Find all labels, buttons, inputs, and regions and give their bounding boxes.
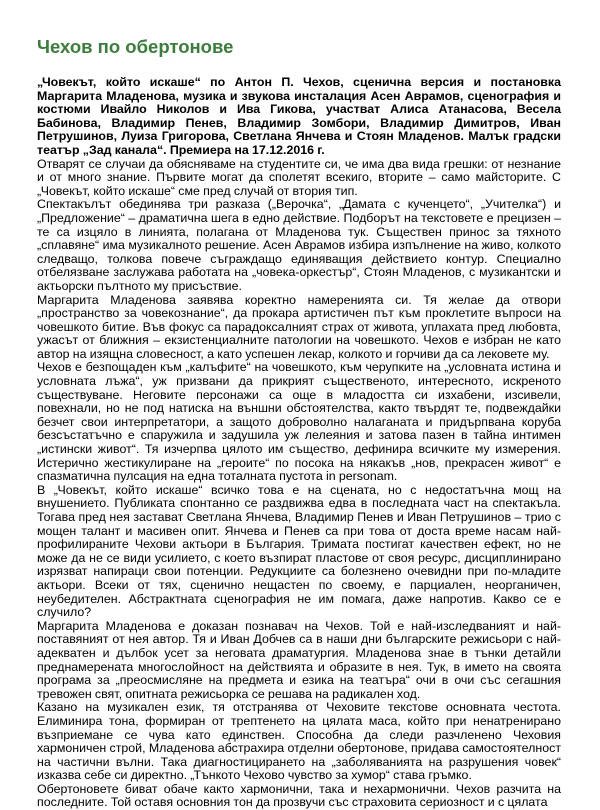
body-paragraph: В „Човекът, който искаше“ всичко това е на сцената, но с недостатъчна мощ на внушението. Публиката спонтанно се раздвижва едва в последната част на спектакъла. Тогава пред нея застават Светлана Янчева, Владимир Пенев и Иван Петрушинов – трио с мощен талант и масивен опит. Янчева и Пенев са при това от доста време насам най-профилираните Чехови актьори в България. Тримата постигат качествен ефект, но не може да не се види усилието, с което възпират пластове от своя ресурс, дисциплинирано изрязват напираци свои потенции. Редукциите са болезнено очевидни при по-младите актьори. Всеки от тях, сценично нещастен по своему, е парциален, неорганичен, неубедителен. Абстрактната сценография не им помага, даже напротив. Какво се е случило? xyxy=(37,482,561,620)
article-title: Чехов по обертонове xyxy=(37,36,234,57)
body-paragraph: Чехов е безпощаден към „калъфите“ на човешкото, към черупките на „условната истина и условната лъжа“, уж призвани да прикрият същественото, интересното, искреното съществуване. Неговите персонажи са още в младостта си изхабени, изсивели, повехнали, но не под натиска на външни обстоятелства, както твърдят те, подвеждайки безчет свои интерпретатори, а защото доброволно налаганата и придърпвана коруба безсъстатъчно е спаружила и задушила уж лелеяния и затова пазен в тайна интимен „истински живот“. Тя изчерпва цялото им същество, дефинира всичките му измерения. Истерично жестикулиране на „героите“ по посока на някакъв „нов, прекрасен живот“ е спазматична пулсация на една тоталната пустота in personam. xyxy=(37,360,561,484)
body-paragraph: Маргарита Младенова е доказан познавач на Чехов. Той е най-изследваният и най-поставяният от нея автор. Тя и Иван Добчев са в наши дни българските режисьори с най-адекватен и дълбок усет за неговата драматургия. Младенова знае в тънки детайли преднамерената многослойност на действията и образите в нея. Тук, в името на своята програма за „преосмисляне на предмета и езика на театъра“ очи в очи със сегашния тревожен свят, опитната режисьорка се решава на радикален ход. xyxy=(37,618,561,701)
body-paragraph: Маргарита Младенова заявява коректно намеренията си. Тя желае да отвори „пространство за човекознание“, да прокара артистичен път към проклетите въпроси на човешкото битие. Във фокус са парадоксалният страх от живота, уплахата пред любовта, ужасът от ближния – екзистенциалните патологии на човешкото. Чехов е избран не като автор на изящна словесност, а като успешен лекар, колкото и горчиви да са лековете му. xyxy=(37,292,561,361)
body-paragraph: Спектакълът обединява три разказа („Верочка“, „Дамата с кученцето“, „Учителка“) и „Предложение“ – драматична шега в едно действие. Подборът на текстовете е прецизен – те са изцяло в линията, полагана от Младенова тук. Съществен принос за тяхното „сплавяне“ има музикалното решение. Асен Аврамов избира изпълнение на живо, колкото следващо, толкова повече съграждащо единяващия действието контур. Специално отбелязване заслужава работата на „човека-оркестър“, Стоян Младенов, с музикантски и актьорски пълтното му присъствие. xyxy=(37,197,561,293)
article-body xyxy=(37,76,561,810)
body-paragraph: Казано на музикален език, тя отстранява от Чеховите текстове основната честота. Елиминира тона, формиран от трептенето на цялата маса, който при ненатренирано възприемане се чува като единствен. Способна да следи разчленено Чеховия хармоничен строй, Младенова абстрахира отделни обертонове, придава самостоятелност на частични вълни. Така диагностицирането на „заболяванията на разрушения човек“ изказва себе си директно. „Тънкото Чехово чувство за хумор“ става гръмко. xyxy=(37,700,561,783)
body-paragraph: Обертоновете биват обаче както хармонични, така и нехармонични. Чехов разчита на последните. Той оставя основния тон да прозвучи със страховита сериозност и с цялата xyxy=(37,781,561,810)
body-paragraph: Отварят се случаи да обясняваме на студентите си, че има два вида грешки: от незнание и от много знание. Първите могат да сполетят всекиго, вторите – само майсторите. С „Човекът, който искаше“ сме пред случай от втория тип. xyxy=(37,156,561,198)
production-credits: „Човекът, който искаше“ по Антон П. Чехов, сценична версия и постановка Маргарита Младенова, музика и звукова инсталация Асен Аврамов, сценография и костюми Ивайло Николов и Ива Гикова, участват Алиса Атанасова, Весела Бабинова, Владимир Пенев, Владимир Зомбори, Владимир Димитров, Иван Петрушинов, Луиза Григорова, Светлана Янчева и Стоян Младенов. Малък градски театър „Зад канала“. Премиера на 17.12.2016 г. xyxy=(37,75,561,157)
